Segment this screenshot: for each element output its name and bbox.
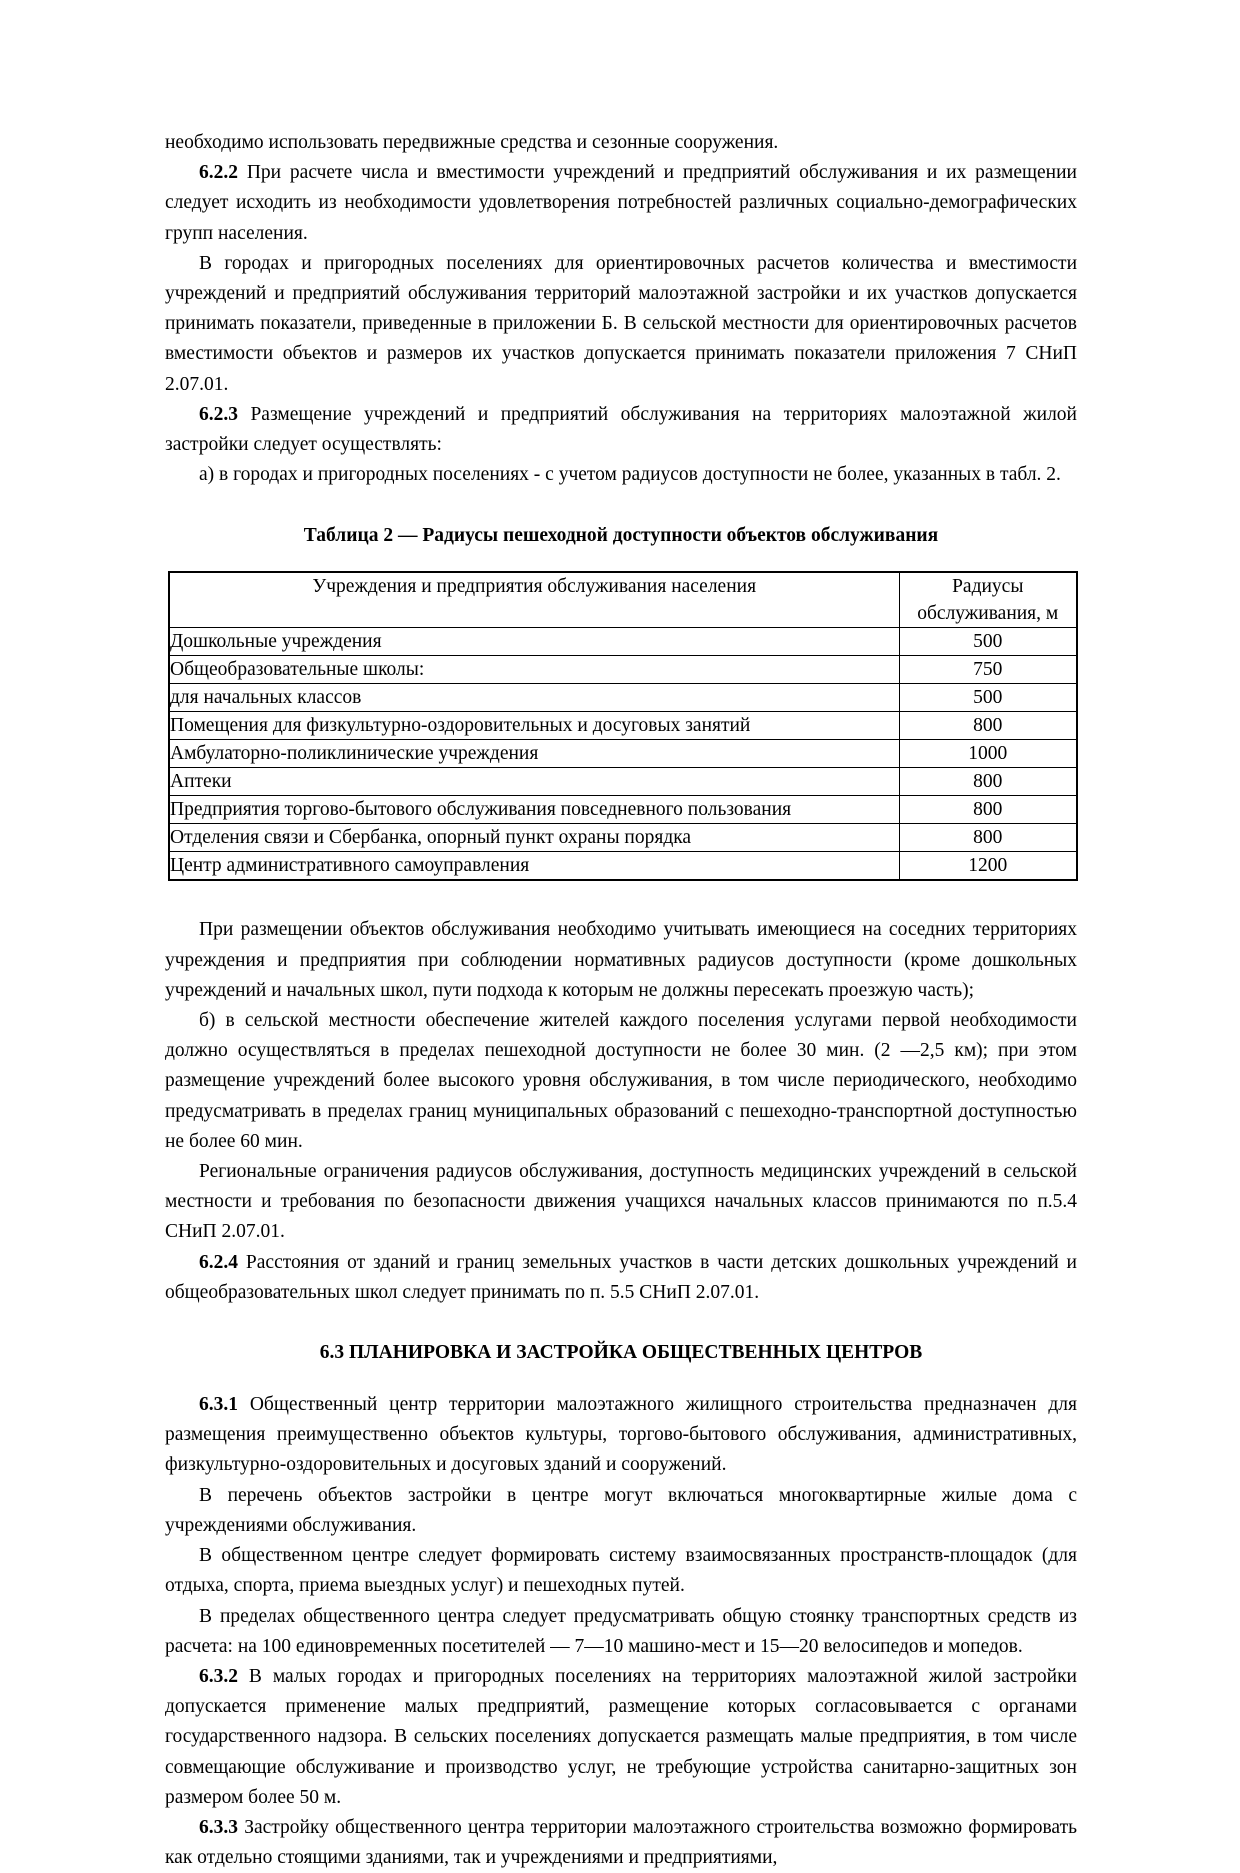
paragraph-6-2-3	[165, 400, 1077, 460]
page-content	[165, 128, 1077, 1873]
paragraph-text: В общественном центре следует формировать систему взаимосвязанных пространств-площадок (для отдыха, спорта, приема выездных услуг) и пешеходных путей.	[165, 1545, 1077, 1597]
paragraph-item-b	[165, 1006, 1077, 1157]
paragraph-text: б) в сельской местности обеспечение жителей каждого поселения услугами первой необходимости должно осуществляться в пределах пешеходной доступности не более 30 мин. (2 —2,5 км); при этом размещение учреждений более высокого уровня обслуживания, в том числе периодического, необходимо предусматривать в пределах границ муниципальных образований с пешеходно-транспортной доступностью не более 60 мин.	[165, 1010, 1077, 1152]
clause-number: 6.2.2	[199, 162, 238, 184]
column-header-radius-line2: обслуживания, м	[917, 603, 1059, 625]
cell-radius-value: 500	[899, 684, 1077, 712]
table-row	[169, 852, 1077, 881]
cell-radius-value: 1200	[899, 852, 1077, 881]
paragraph-regional-limits	[165, 1157, 1077, 1248]
text-block-after-table	[165, 915, 1077, 1308]
paragraph-text: необходимо использовать передвижные средства и сезонные сооружения.	[165, 132, 779, 153]
table-caption: Таблица 2 — Радиусы пешеходной доступности объектов обслуживания	[303, 525, 939, 547]
section-heading-6-3: 6.3 ПЛАНИРОВКА И ЗАСТРОЙКА ОБЩЕСТВЕННЫХ ЦЕНТРОВ	[319, 1342, 923, 1364]
table-header-row	[169, 572, 1077, 628]
text-block-before-table	[165, 128, 1077, 490]
paragraph-public-centre-system	[165, 1541, 1077, 1601]
cell-radius-value: 750	[899, 656, 1077, 684]
cell-facility-name: Дошкольные учреждения	[169, 628, 899, 656]
clause-number: 6.2.4	[199, 1251, 238, 1273]
cell-radius-value: 800	[899, 824, 1077, 852]
cell-radius-value: 800	[899, 712, 1077, 740]
cell-facility-name: для начальных классов	[169, 684, 899, 712]
column-header-facility: Учреждения и предприятия обслуживания населения	[169, 572, 899, 628]
paragraph-6-2-4	[165, 1248, 1077, 1308]
table-row	[169, 796, 1077, 824]
table-row	[169, 768, 1077, 796]
paragraph-objects-list	[165, 1481, 1077, 1541]
paragraph-6-2-2	[165, 158, 1077, 249]
paragraph-text: а) в городах и пригородных поселениях - с учетом радиусов доступности не более, указанных в табл. 2.	[199, 464, 1061, 486]
paragraph-6-3-2	[165, 1662, 1077, 1813]
cell-radius-value: 800	[899, 768, 1077, 796]
table-body	[169, 628, 1077, 881]
paragraph-neighbouring	[165, 915, 1077, 1006]
table-row	[169, 740, 1077, 768]
table-row	[169, 628, 1077, 656]
cell-radius-value: 800	[899, 796, 1077, 824]
paragraph-text: При размещении объектов обслуживания необходимо учитывать имеющиеся на соседних территориях учреждения и предприятия при соблюдении нормативных радиусов доступности (кроме дошкольных учреждений и начальных школ, пути подхода к которым не должны пересекать проезжую часть);	[165, 919, 1077, 1001]
clause-number: 6.3.1	[199, 1394, 238, 1416]
paragraph-6-3-1	[165, 1390, 1077, 1481]
cell-facility-name: Центр административного самоуправления	[169, 852, 899, 881]
clause-number: 6.3.2	[199, 1665, 238, 1687]
paragraph-item-a	[165, 460, 1077, 490]
table-row	[169, 684, 1077, 712]
table-row	[169, 712, 1077, 740]
column-header-radius-line1: Радиусы	[952, 576, 1024, 598]
paragraph-text: Расстояния от зданий и границ земельных участков в части детских дошкольных учреждений и общеобразовательных школ следует принимать по п. 5.5 СНиП 2.07.01.	[165, 1251, 1077, 1303]
cell-facility-name: Амбулаторно-поликлинические учреждения	[169, 740, 899, 768]
clause-number: 6.2.3	[199, 403, 238, 425]
paragraph-text: Размещение учреждений и предприятий обслуживания на территориях малоэтажной жилой застройки следует осуществлять:	[165, 403, 1077, 456]
paragraph-text: Общественный центр территории малоэтажного жилищного строительства предназначен для размещения преимущественно объектов культуры, торгово-бытового обслуживания, административных, физкультурно-оздоровительных и досуговых зданий и сооружений.	[165, 1394, 1077, 1476]
cell-facility-name: Отделения связи и Сбербанка, опорный пункт охраны порядка	[169, 824, 899, 852]
table-row	[169, 824, 1077, 852]
paragraph-text: При расчете числа и вместимости учреждений и предприятий обслуживания и их размещении следует исходить из необходимости удовлетворения потребностей различных социально-демографических групп населения.	[165, 162, 1077, 244]
text-block-section-63	[165, 1390, 1077, 1873]
paragraph-cities-suburbs	[165, 249, 1077, 400]
paragraph-text: В пределах общественного центра следует предусматривать общую стоянку транспортных средств из расчета: на 100 единовременных посетителей — 7—10 машино-мест и 15—20 велосипедов и мопедов.	[165, 1605, 1077, 1657]
paragraph-parking	[165, 1602, 1077, 1662]
table-row	[169, 656, 1077, 684]
cell-radius-value: 1000	[899, 740, 1077, 768]
cell-facility-name: Предприятия торгово-бытового обслуживания повседневного пользования	[169, 796, 899, 824]
paragraph-text: Застройку общественного центра территории малоэтажного строительства возможно формировать как отдельно стоящими зданиями, так и учреждениями и предприятиями,	[165, 1816, 1077, 1869]
cell-facility-name: Общеобразовательные школы:	[169, 656, 899, 684]
paragraph-continuation	[165, 128, 1077, 158]
cell-facility-name: Аптеки	[169, 768, 899, 796]
clause-number: 6.3.3	[199, 1816, 238, 1838]
cell-facility-name: Помещения для физкультурно-оздоровительных и досуговых занятий	[169, 712, 899, 740]
paragraph-6-3-3	[165, 1813, 1077, 1873]
paragraph-text: В малых городах и пригородных поселениях на территориях малоэтажной жилой застройки допускается применение малых предприятий, размещение которых согласовывается с органами государственного надзора. В сельских поселениях допускается размещать малые предприятия, в том числе совмещающие обслуживание и производство услуг, не требующие устройства санитарно-защитных зон размером более 50 м.	[165, 1665, 1077, 1808]
column-header-radius	[899, 572, 1077, 628]
paragraph-text: В городах и пригородных поселениях для ориентировочных расчетов количества и вместимости учреждений и предприятий обслуживания территорий малоэтажной застройки и их участков допускается принимать показатели, приведенные в приложении Б. В сельской местности для ориентировочных расчетов вместимости объектов и размеров их участков допускается принимать показатели приложения 7 СНиП 2.07.01.	[165, 252, 1077, 395]
paragraph-text: В перечень объектов застройки в центре могут включаться многоквартирные жилые дома с учреждениями обслуживания.	[165, 1484, 1077, 1536]
table-header	[169, 572, 1077, 628]
table-service-radii	[168, 571, 1078, 881]
paragraph-text: Региональные ограничения радиусов обслуживания, доступность медицинских учреждений в сельской местности и требования по безопасности движения учащихся начальных классов принимаются по п.5.4 СНиП 2.07.01.	[165, 1161, 1077, 1243]
cell-radius-value: 500	[899, 628, 1077, 656]
